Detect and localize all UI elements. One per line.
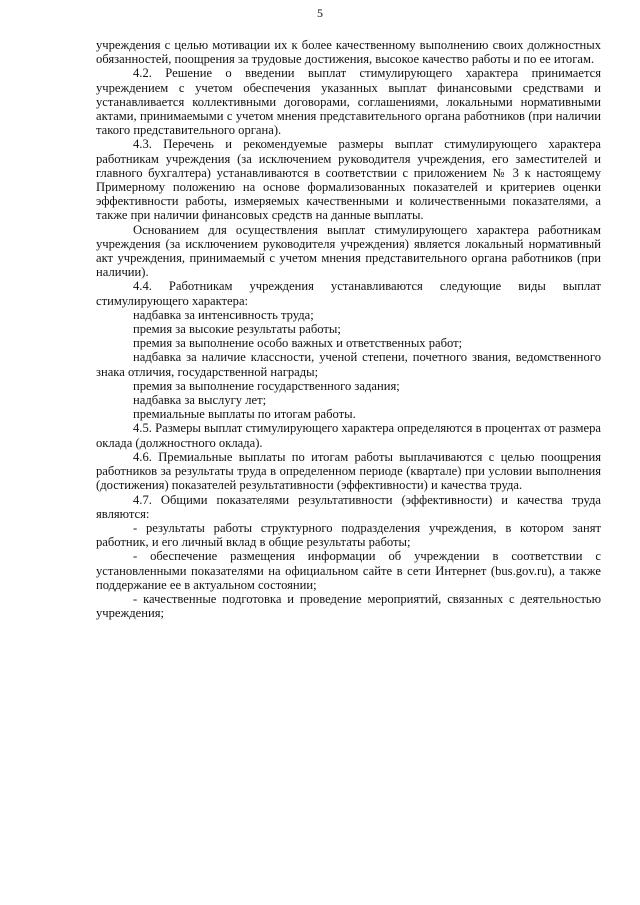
list-item: - обеспечение размещения информации об учреждении в соответствии с установленными показателями на официальном сайте в сети Интернет (bus.gov.ru), а также поддержание ее в актуальном состоянии; bbox=[96, 549, 601, 592]
list-item: премия за выполнение государственного задания; bbox=[133, 378, 400, 393]
paragraph: 4.4. Работникам учреждения устанавливаются следующие виды выплат стимулирующего характера: bbox=[96, 279, 601, 308]
list-item: премиальные выплаты по итогам работы. bbox=[133, 407, 356, 422]
paragraph: 4.2. Решение о введении выплат стимулирующего характера принимается учреждением с учетом обеспечения указанных выплат финансовыми средствами и устанавливается коллективными договорами, соглашениями, локальными нормативными актами, принимаемыми с учетом мнения представительного органа работников (при наличии такого представительного органа). bbox=[96, 66, 601, 138]
list-item: надбавка за выслугу лет; bbox=[133, 393, 267, 408]
list-item: надбавка за наличие классности, ученой степени, почетного звания, ведомственного знака отличия, государственной награды; bbox=[96, 350, 601, 379]
list-item: премия за выполнение особо важных и ответственных работ; bbox=[133, 336, 463, 351]
paragraph: 4.3. Перечень и рекомендуемые размеры выплат стимулирующего характера работникам учреждения (за исключением руководителя учреждения, его заместителей и главного бухгалтера) устанавливаются в соответствии с приложением № 3 к настоящему Примерному положению на основе формализованных показателей и критериев оценки эффективности работы, измеряемых качественными и количественными показателями, а также при наличии финансовых средств на данные выплаты. bbox=[96, 137, 601, 223]
list-item: премия за высокие результаты работы; bbox=[133, 322, 341, 337]
paragraph: 4.7. Общими показателями результативности (эффективности) и качества труда являются: bbox=[96, 492, 601, 521]
paragraph: 4.5. Размеры выплат стимулирующего характера определяются в процентах от размера оклада (должностного оклада). bbox=[96, 421, 601, 450]
document-body bbox=[96, 38, 601, 620]
paragraph: учреждения с целью мотивации их к более качественному выполнению своих должностных обязанностей, поощрения за трудовые достижения, высокое качество работы и по ее итогам. bbox=[96, 38, 601, 67]
list-item: надбавка за интенсивность труда; bbox=[133, 307, 314, 322]
paragraph: Основанием для осуществления выплат стимулирующего характера работникам учреждения (за исключением руководителя учреждения) является локальный нормативный акт учреждения, принимаемый с учетом мнения представительного органа работников (при наличии). bbox=[96, 222, 601, 280]
page-number: 5 bbox=[317, 6, 323, 20]
paragraph: 4.6. Премиальные выплаты по итогам работы выплачиваются с целью поощрения работников за результаты труда в определенном периоде (квартале) при условии выполнения (достижения) показателей результативности (эффективности) и качества труда. bbox=[96, 449, 601, 493]
list-item: - результаты работы структурного подразделения учреждения, в котором занят работник, и его личный вклад в общие результаты работы; bbox=[96, 520, 601, 550]
list-item: - качественные подготовка и проведение мероприятий, связанных с деятельностью учреждения; bbox=[96, 591, 601, 621]
